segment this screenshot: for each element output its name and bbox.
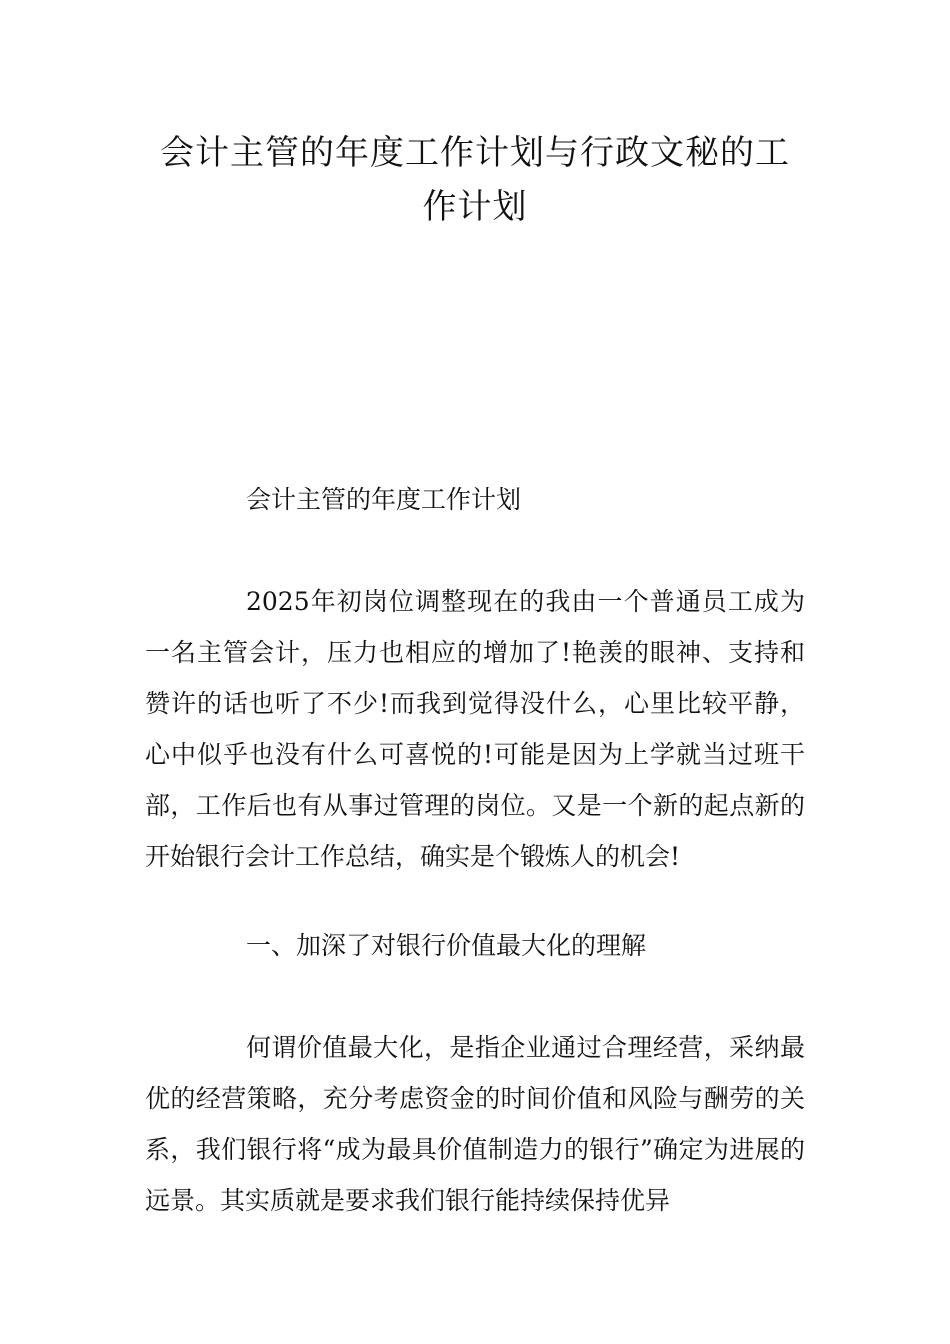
section-heading: 一、加深了对银行价值最大化的理解: [246, 931, 647, 960]
paragraph-value-maximization: 何谓价值最大化，是指企业通过合理经营，采纳最优的经营策略，充分考虑资金的时间价值和风险与酬劳的关系，我们银行将“成为最具价值制造力的银行”确定为进展的远景。其实质就是要求我们银行能持续保持优异: [145, 1033, 805, 1215]
document-title: 会计主管的年度工作计划与行政文秘的工作计划: [160, 133, 790, 227]
section-subtitle: 会计主管的年度工作计划: [246, 485, 522, 514]
paragraph-intro: 2025年初岗位调整现在的我由一个普通员工成为一名主管会计，压力也相应的增加了!艳羡的眼神、支持和赞许的话也听了不少!而我到觉得没什么，心里比较平静，心中似乎也没有什么可喜悦的!可能是因为上学就当过班干部，工作后也有从事过管理的岗位。又是一个新的起点新的开始银行会计工作总结，确实是个锻炼人的机会!: [145, 587, 805, 871]
